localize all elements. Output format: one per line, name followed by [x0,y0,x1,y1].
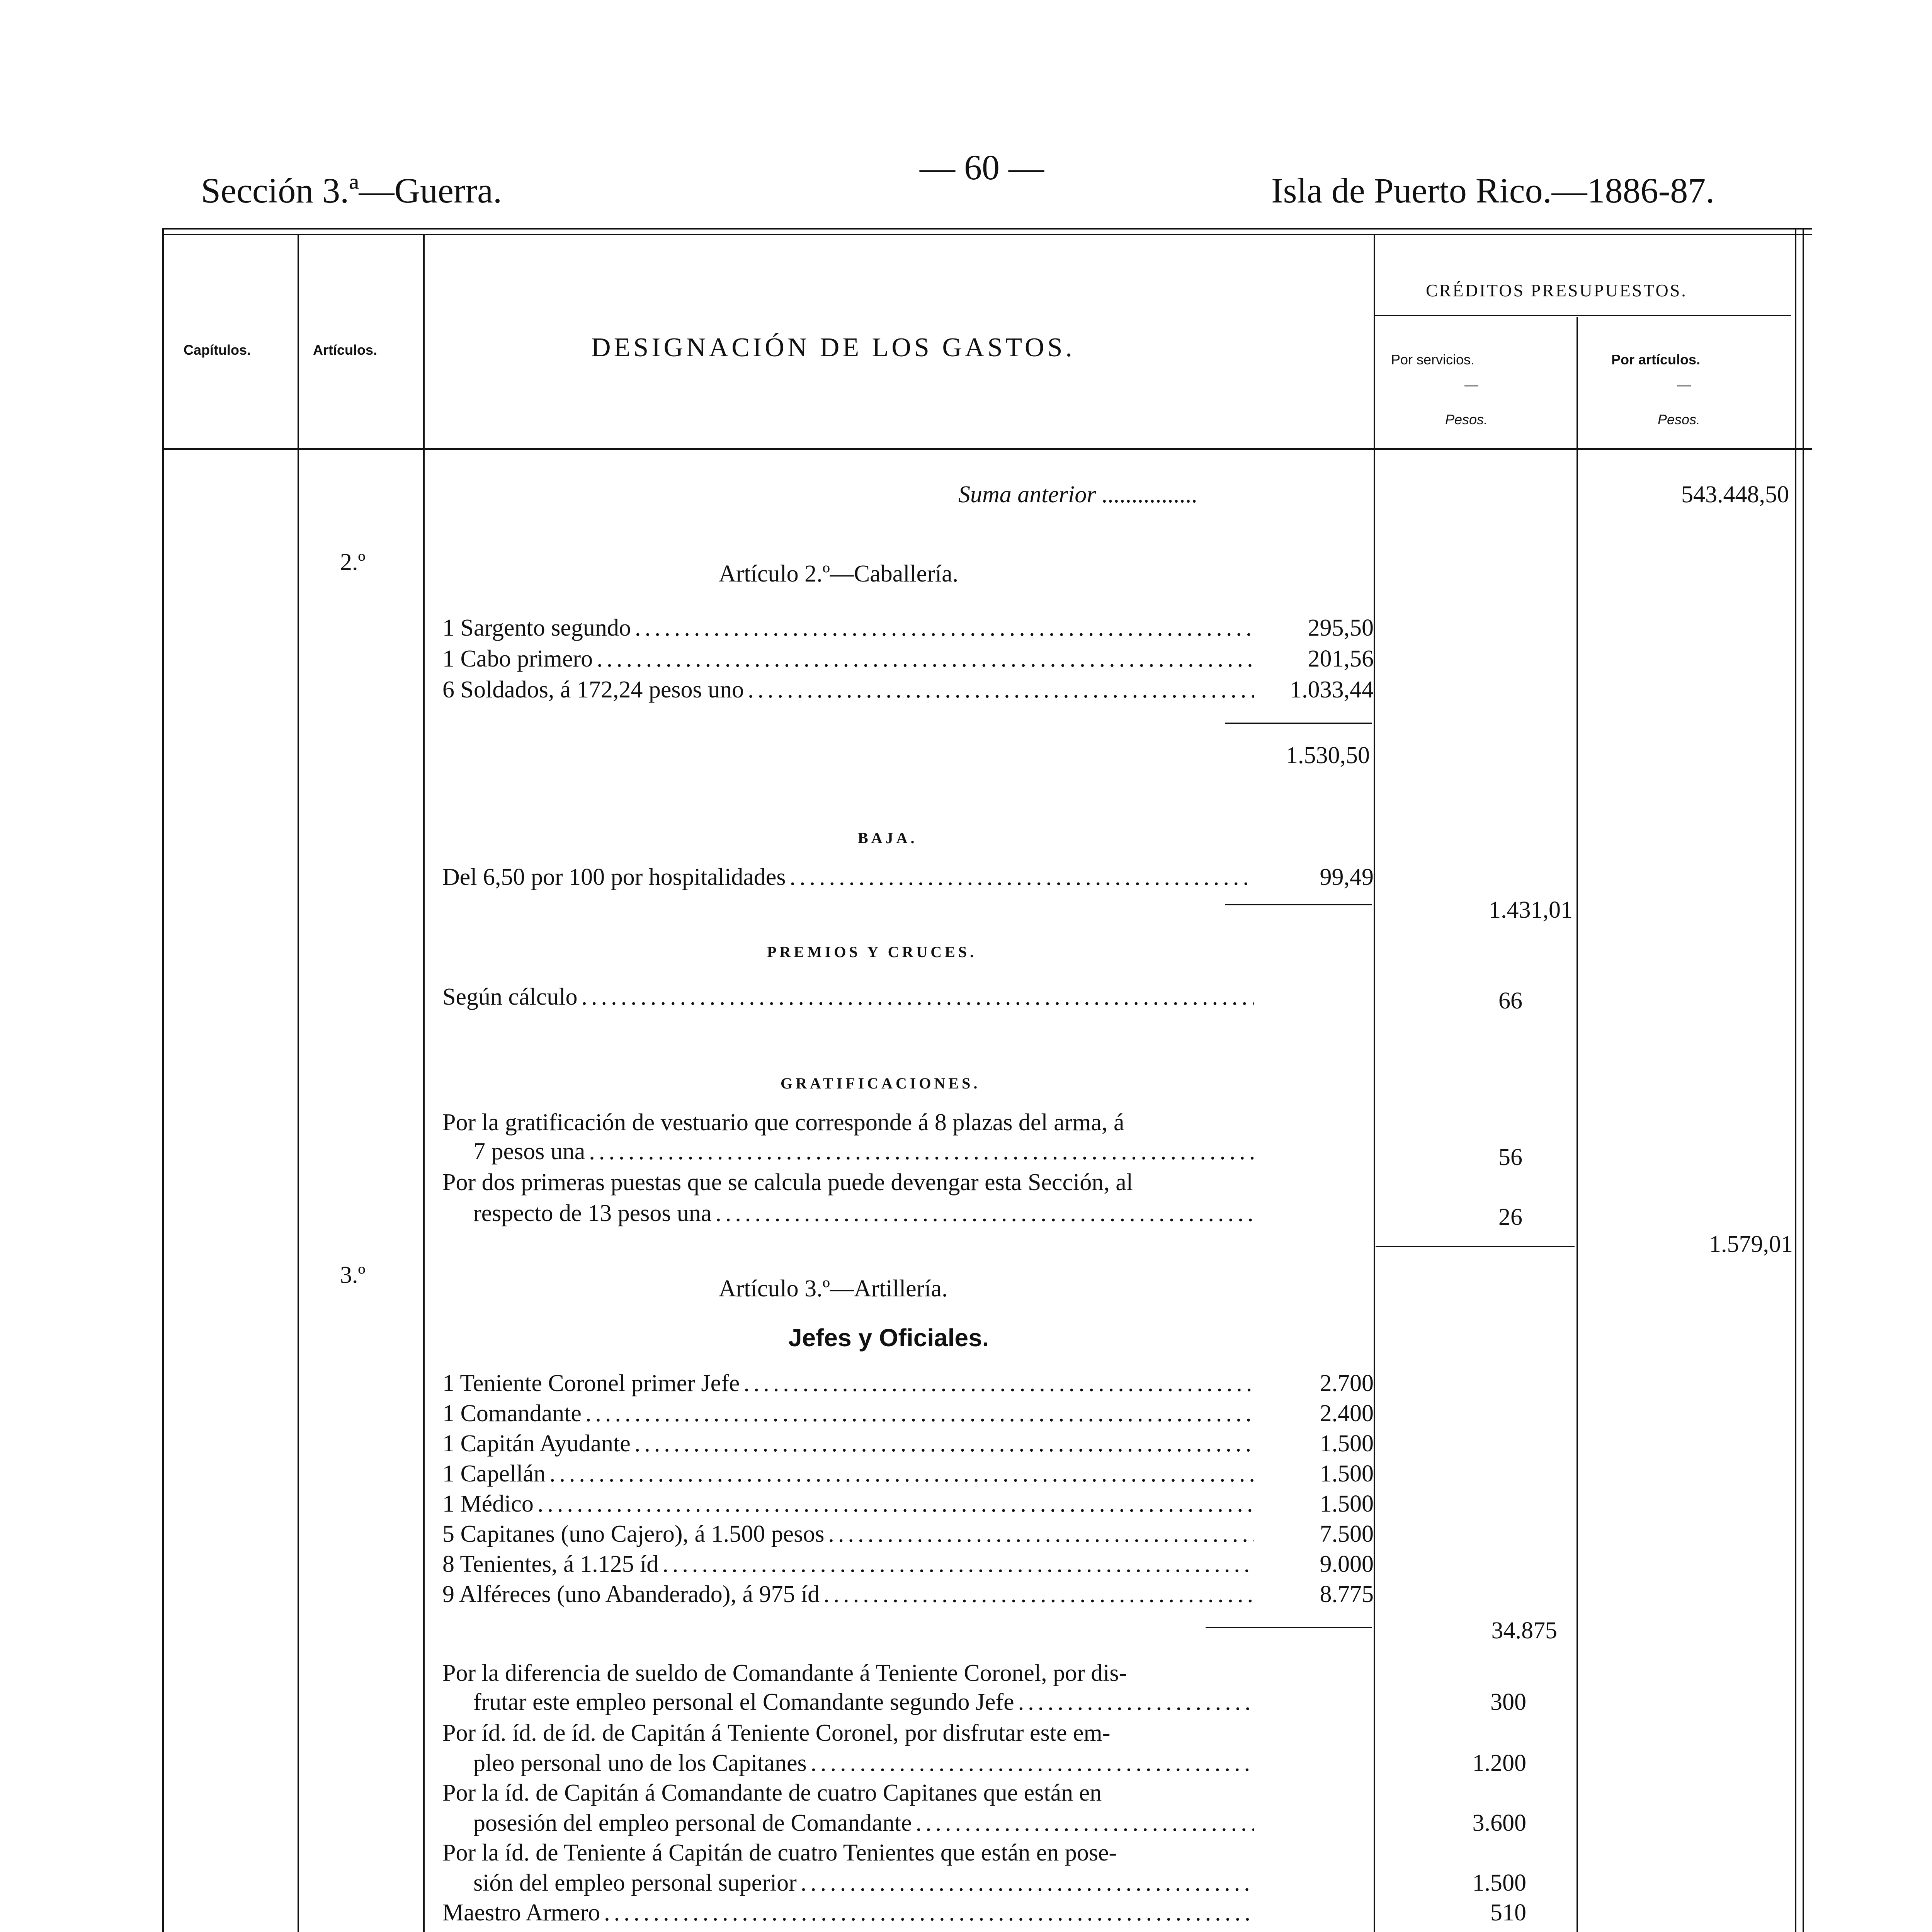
col-por-articulos: Por artículos. [1611,352,1701,367]
art3-number: 3.º [340,1262,366,1288]
premios-row: Según cálculo ..... [442,983,1374,1011]
jefe-row: 5 Capitanes (uno Cajero), á 1.500 pesos ..... 7.500 [442,1520,1374,1548]
divider-articulos [423,234,425,1932]
divider-designacion [1374,234,1375,1932]
right-border-2 [1803,228,1804,1932]
art2-subtotal-rule [1225,723,1372,724]
dif4-value: 1.500 [1472,1870,1526,1896]
col-creditos: CRÉDITOS PRESUPUESTOS. [1426,281,1687,300]
grat2-line2: respecto de 13 pesos una ..... [473,1200,1374,1227]
jefe-row: 1 Comandante ..... 2.400 [442,1400,1374,1427]
col-articulos: Artículos. [313,342,378,358]
art2-item-2: 1 Cabo primero ..... 201,56 [442,645,1374,673]
dash-1: — [1464,377,1478,393]
maestro-value: 510 [1490,1900,1526,1926]
maestro-row: Maestro Armero ..... [442,1899,1374,1927]
col-capitulos: Capítulos. [184,342,251,358]
col-pesos-articulos: Pesos. [1658,412,1701,427]
jefe-row: 1 Teniente Coronel primer Jefe ..... 2.700 [442,1370,1374,1397]
dif4-line2: sión del empleo personal superior ..... [473,1869,1374,1897]
suma-anterior-label: Suma anterior ................ [958,481,1198,508]
premios-title: PREMIOS Y CRUCES. [767,943,977,961]
jefe-row: 1 Capitán Ayudante ..... 1.500 [442,1430,1374,1458]
dif2-line1: Por íd. íd. de íd. de Capitán á Teniente Coronel, por disfrutar este em- [442,1720,1111,1746]
left-border [162,228,164,1932]
art2-net: 1.431,01 [1489,897,1573,923]
jefes-title: Jefes y Oficiales. [788,1324,989,1352]
dif2-line2: pleo personal uno de los Capitanes ..... [473,1750,1374,1777]
dif4-line1: Por la íd. de Teniente á Capitán de cuatro Tenientes que están en pose- [442,1840,1117,1866]
art2-item-1: 1 Sargento segundo ..... 295,50 [442,614,1374,642]
col-pesos-servicios: Pesos. [1445,412,1488,427]
suma-anterior-value: 543.448,50 [1681,481,1789,508]
art2-number: 2.º [340,549,366,575]
section-title: Sección 3.ª—Guerra. [201,171,502,210]
dif2-value: 1.200 [1472,1750,1526,1776]
dif1-line2: frutar este empleo personal el Comandante segundo Jefe ..... [473,1689,1374,1716]
place-year: Isla de Puerto Rico.—1886-87. [1271,171,1715,210]
jefe-row: 8 Tenientes, á 1.125 íd ..... 9.000 [442,1551,1374,1578]
jefes-total: 34.875 [1491,1617,1557,1644]
art2-title: Artículo 2.º—Caballería. [719,561,959,587]
grat1-line2: 7 pesos una ..... [473,1138,1374,1165]
art2-item-3: 6 Soldados, á 172,24 pesos uno ..... 1.033,44 [442,676,1374,704]
jefe-row: 9 Alféreces (uno Abanderado), á 975 íd ..... 8.775 [442,1581,1374,1608]
art3-title: Artículo 3.º—Artillería. [719,1276,948,1302]
art2-baja-title: BAJA. [858,829,918,847]
dif3-value: 3.600 [1472,1810,1526,1836]
dif3-line1: Por la íd. de Capitán á Comandante de cuatro Capitanes que están en [442,1780,1102,1806]
art2-subtotal: 1.530,50 [1286,742,1370,769]
art2-baja-rule [1225,904,1372,905]
table-top-rule [162,228,1812,230]
divider-capitulos [298,234,299,1932]
premios-value: 66 [1498,988,1522,1014]
jefes-rule [1206,1627,1372,1628]
col-designacion: DESIGNACIÓN DE LOS GASTOS. [591,333,1075,362]
jefe-row: 1 Capellán ..... 1.500 [442,1460,1374,1488]
page-number: — 60 — [920,148,1044,187]
table-top-rule-2 [162,234,1812,235]
art2-baja: Del 6,50 por 100 por hospitalidades ..... 99,49 [442,864,1374,891]
header-bottom-rule [162,448,1812,450]
grat1-value: 56 [1498,1144,1522,1170]
jefe-row: 1 Médico ..... 1.500 [442,1490,1374,1518]
grat1-line1: Por la gratificación de vestuario que corresponde á 8 plazas del arma, á [442,1109,1124,1136]
art2-total: 1.579,01 [1709,1231,1793,1257]
col-por-servicios: Por servicios. [1391,352,1475,367]
grat2-line1: Por dos primeras puestas que se calcula puede devengar esta Sección, al [442,1169,1133,1196]
grat2-value: 26 [1498,1204,1522,1230]
grat-title: GRATIFICACIONES. [781,1075,981,1092]
art2-servicios-rule [1376,1246,1575,1247]
dif1-line1: Por la diferencia de sueldo de Comandante á Teniente Coronel, por dis- [442,1660,1127,1686]
dif1-value: 300 [1490,1689,1526,1715]
dif3-line2: posesión del empleo personal de Comandante ..... [473,1810,1374,1837]
creditos-rule [1374,315,1791,316]
dash-2: — [1677,377,1691,393]
right-border [1795,228,1796,1932]
divider-servicios [1577,317,1578,1932]
